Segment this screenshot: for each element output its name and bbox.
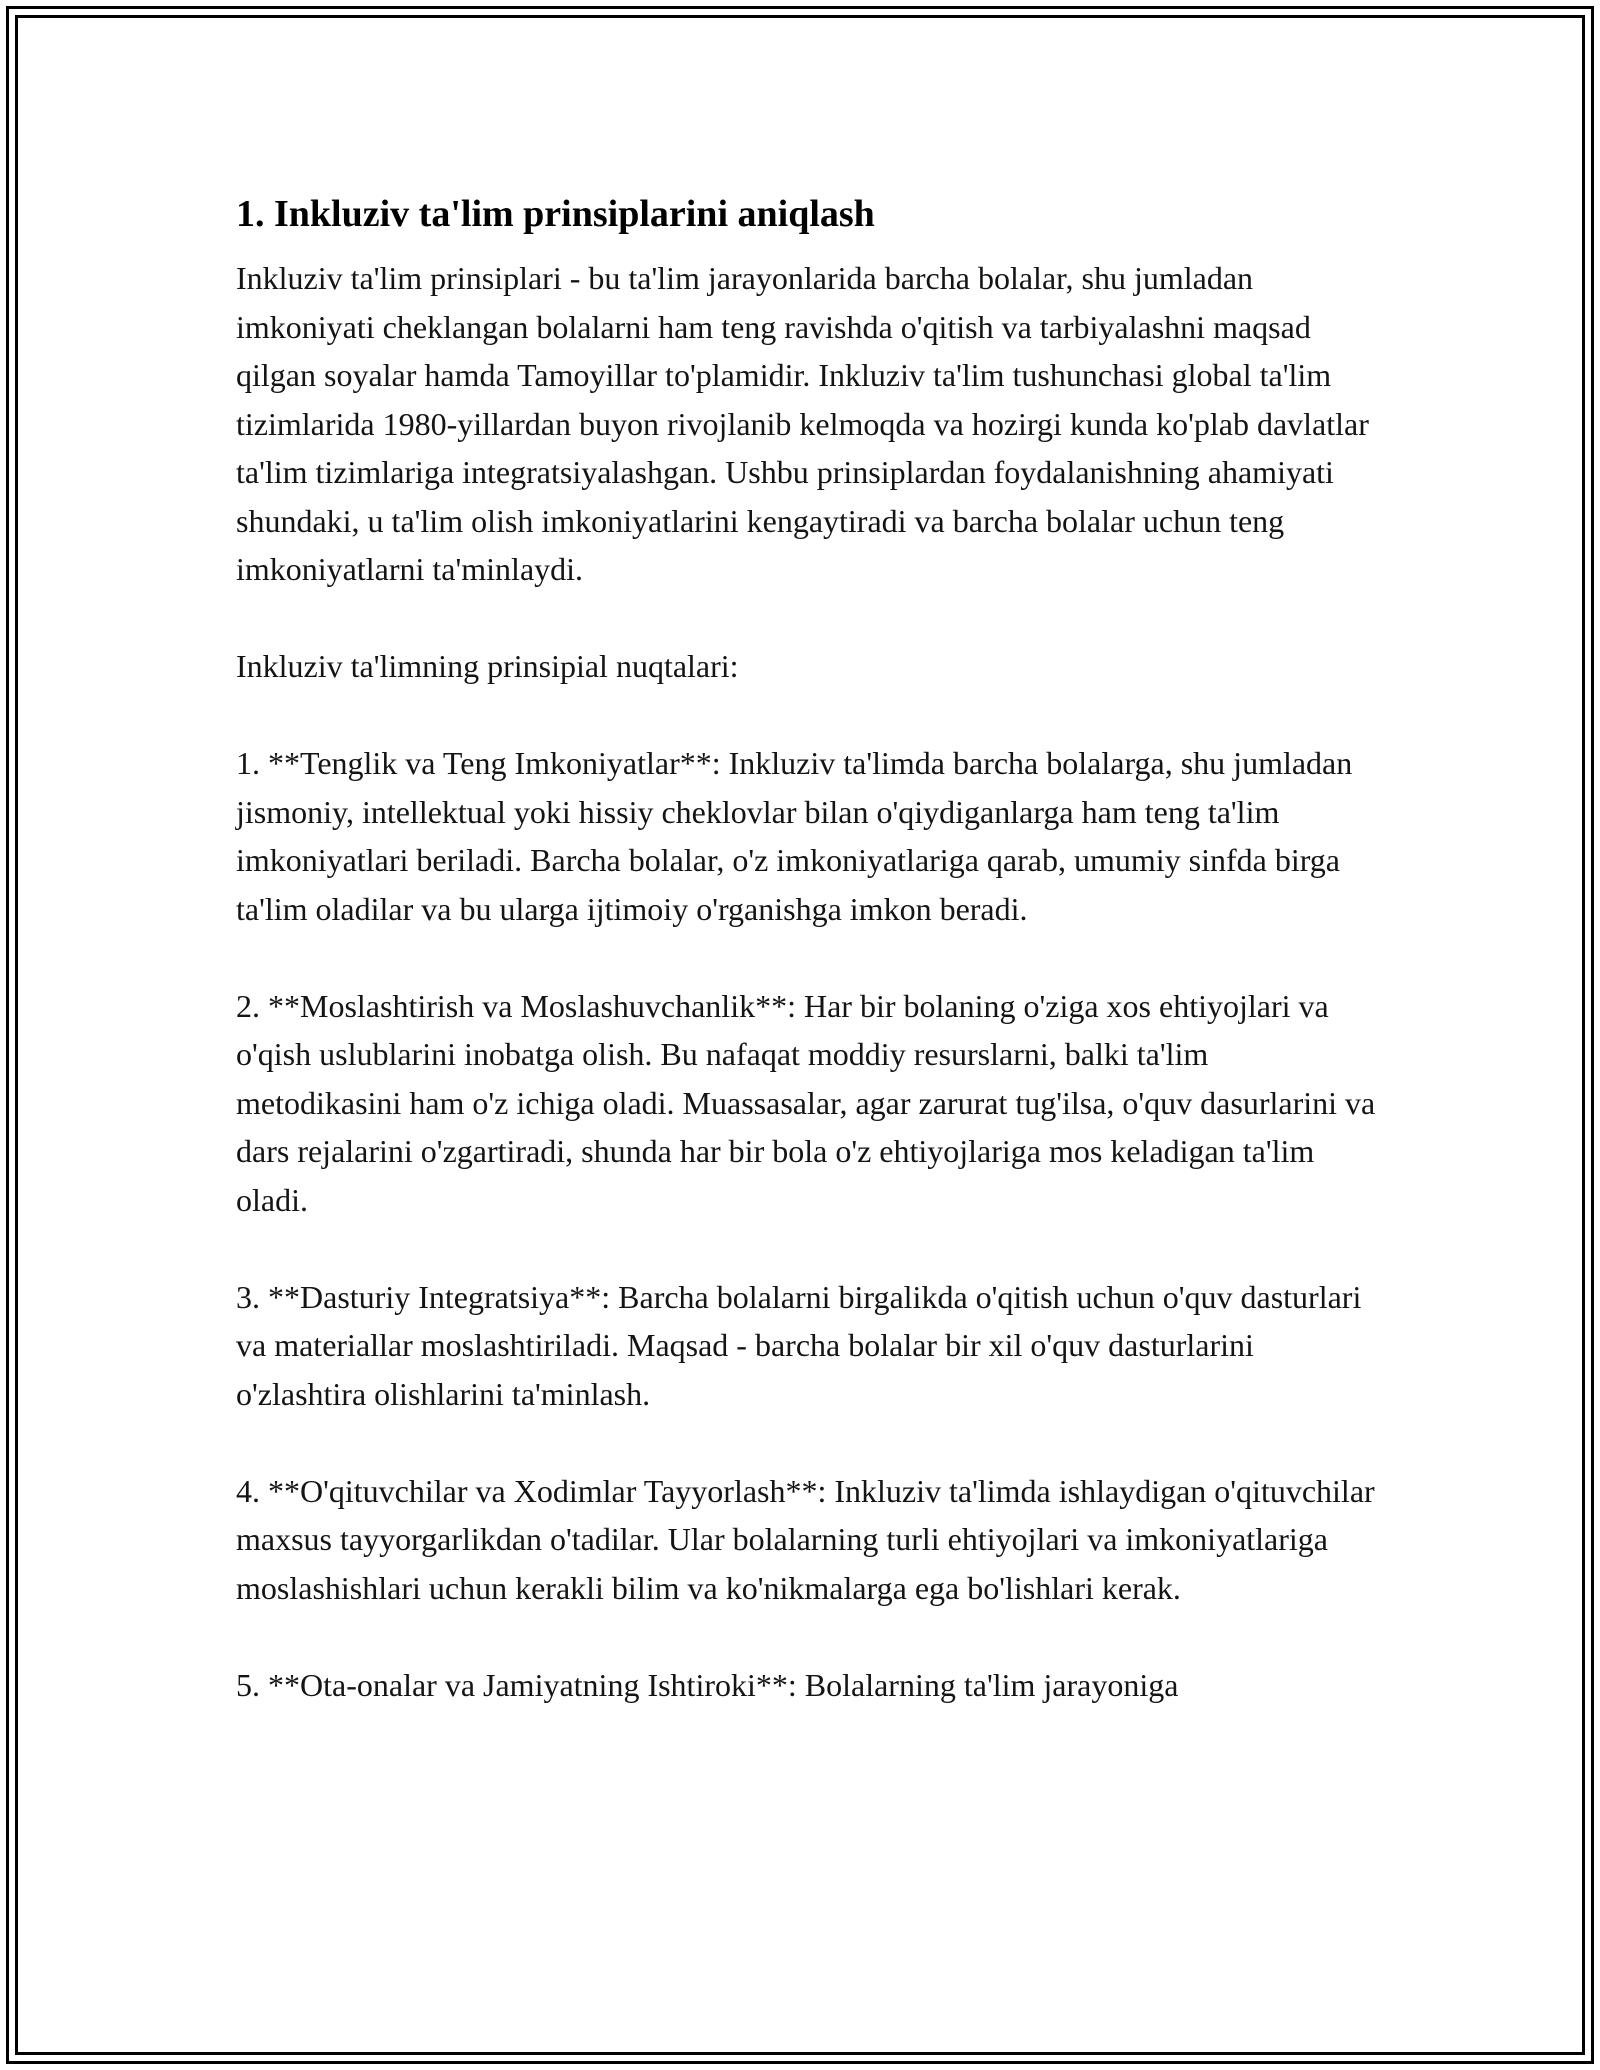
principles-intro: Inkluziv ta'limning prinsipial nuqtalari: bbox=[236, 648, 739, 684]
section-heading: 1. Inkluziv ta'lim prinsiplarini aniqlash bbox=[236, 193, 875, 235]
principle-1: 1. **Tenglik va Teng Imkoniyatlar**: Inkluziv ta'limda barcha bolalarga, shu jumladan jismoniy, intellektual yoki hissiy cheklovlar bilan o'qiydiganlarga ham teng ta'lim imkoniyatlari beriladi. Barcha bolalar, o'z imkoniyatlariga qarab, umumiy sinfda birga ta'lim oladilar va bu ularga ijtimoiy o'rganishga imkon beradi. bbox=[236, 745, 1353, 927]
intro-paragraph: Inkluziv ta'lim prinsiplari - bu ta'lim jarayonlarida barcha bolalar, shu jumladan imkoniyati cheklangan bolalarni ham teng ravishda o'qitish va tarbiyalashni maqsad qilgan soyalar hamda Tamoyillar to'plamidir. Inkluziv ta'lim tushunchasi global ta'lim tizimlarida 1980-yillardan buyon rivojlanib kelmoqda va hozirgi kunda ko'plab davlatlar ta'lim tizimlariga integratsiyalashgan. Ushbu prinsiplardan foydalanishning ahamiyati shundaki, u ta'lim olish imkoniyatlarini kengaytiradi va barcha bolalar uchun teng imkoniyatlarni ta'minlaydi. bbox=[236, 260, 1369, 587]
principle-4: 4. **O'qituvchilar va Xodimlar Tayyorlash**: Inkluziv ta'limda ishlaydigan o'qituvchilar maxsus tayyorgarlikdan o'tadilar. Ular bolalarning turli ehtiyojlari va imkoniyatlariga moslashishlari uchun kerakli bilim va ko'nikmalarga ega bo'lishlari kerak. bbox=[236, 1472, 1375, 1606]
principle-2: 2. **Moslashtirish va Moslashuvchanlik**: Har bir bolaning o'ziga xos ehtiyojlari va o'qish uslublarini inobatga olish. Bu nafaqat moddiy resurslarni, balki ta'lim metodikasini ham o'z ichiga oladi. Muassasalar, agar zarurat tug'ilsa, o'quv dasurlarini va dars rejalarini o'zgartiradi, shunda har bir bola o'z ehtiyojlariga mos keladigan ta'lim oladi. bbox=[236, 987, 1376, 1218]
document-body bbox=[236, 188, 1376, 1758]
principle-3: 3. **Dasturiy Integratsiya**: Barcha bolalarni birgalikda o'qitish uchun o'quv dasturlari va materiallar moslashtiriladi. Maqsad - barcha bolalar bir xil o'quv dasturlarini o'zlashtira olishlarini ta'minlash. bbox=[236, 1278, 1362, 1412]
principle-5: 5. **Ota-onalar va Jamiyatning Ishtiroki**: Bolalarning ta'lim jarayoniga bbox=[236, 1666, 1179, 1703]
